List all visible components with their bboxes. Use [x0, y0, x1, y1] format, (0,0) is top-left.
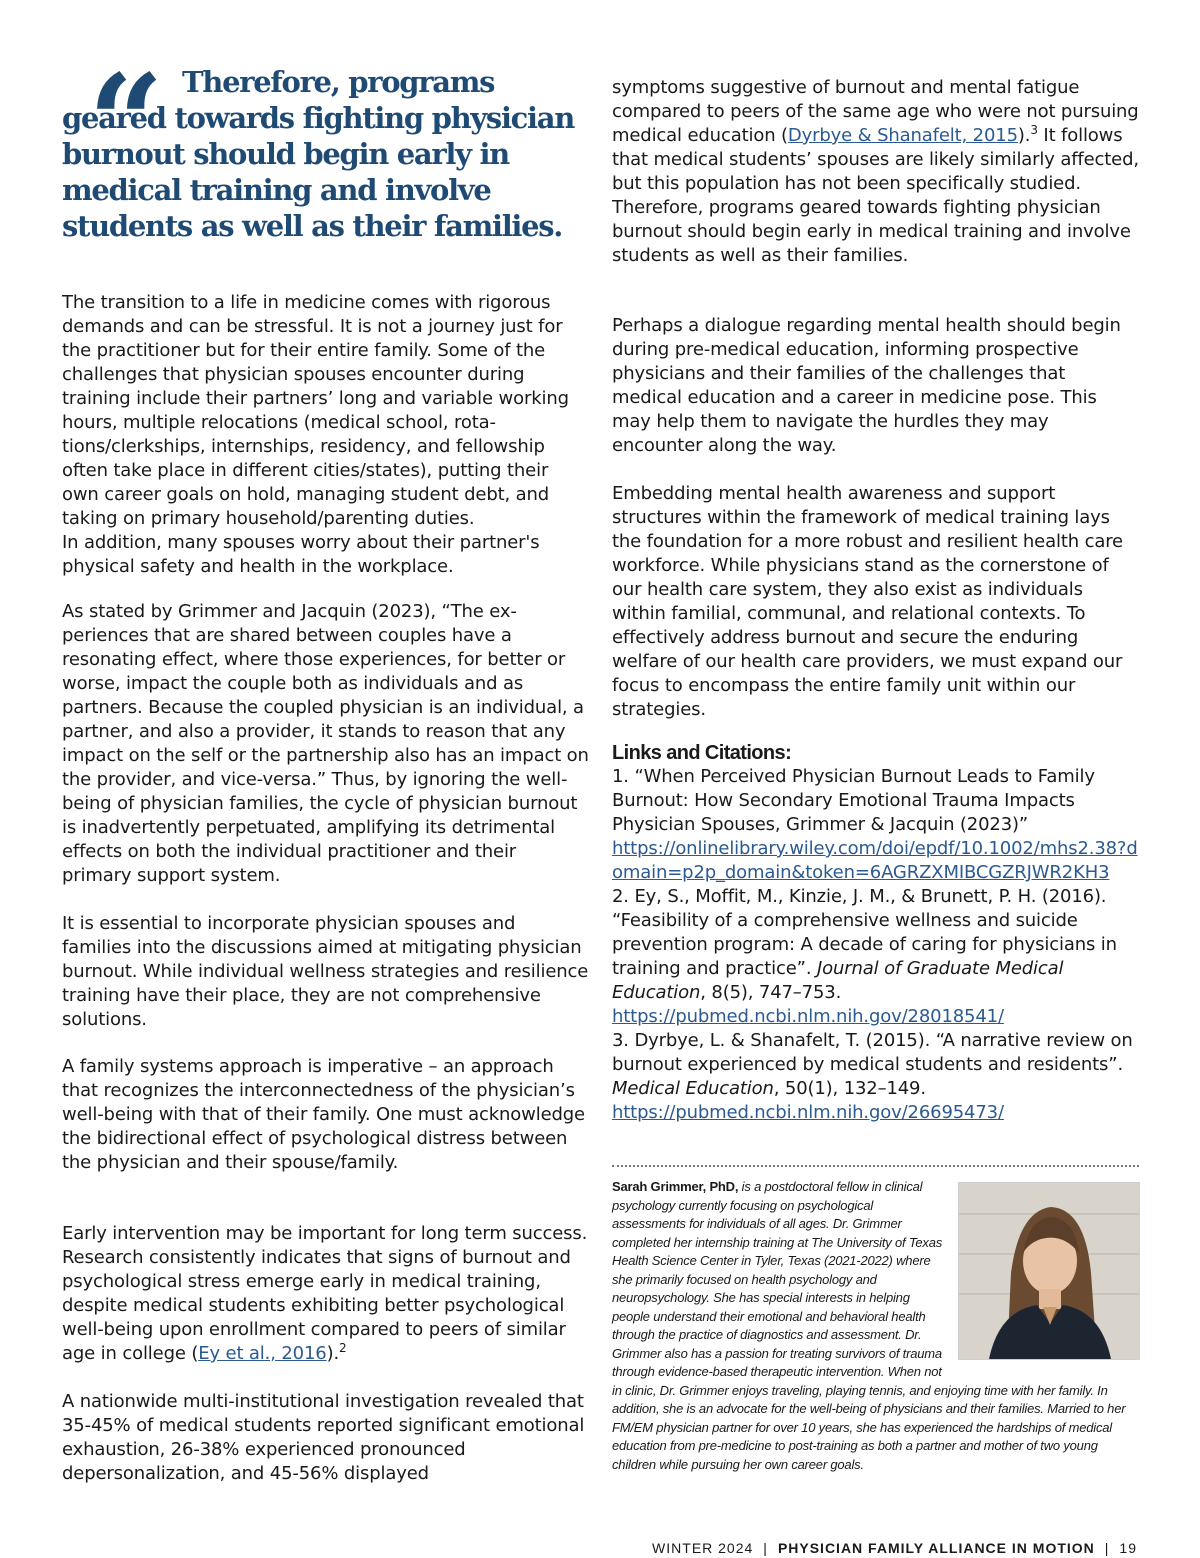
paragraph: Early intervention may be important for long term success. Research consistently indicates that signs of burnout and psychological stress emerge early in medical training, despite medical students exhibiting better psychological well-being upon enrollment compared to peers of similar age in college (Ey et al., 2016).$^2$ — [62, 1223, 588, 1364]
citation-3: 3. Dyrbye, L. & Shanafelt, T. (2015). “A narrative review on burnout experienced by medical students and residents”. Medical Education, 50(1), 132–149. https://pubmed.ncbi.nlm.nih.gov/26695473/ — [612, 1030, 1133, 1123]
links-heading: Links and Citations: — [612, 742, 792, 764]
paragraph: It is essential to incorporate physician spouses and families into the discussions aimed at mitigating physician burnout. While individual wellness strategies and resilience training have their place, they are not comprehensive solutions. — [62, 913, 589, 1030]
links-and-citations — [612, 742, 1139, 1125]
citation-link-dyrbye-2015[interactable]: Dyrbye & Shanafelt, 2015 — [787, 125, 1018, 146]
pull-quote — [62, 46, 592, 244]
quote-mark-icon: “ — [88, 46, 164, 201]
citation-1: 1. “When Perceived Physician Burnout Leads to Family Burnout: How Secondary Emotional Trauma Impacts Physician Spouses, Grimmer & Jacquin (2023)” https://onlinelibrary.wiley.com/doi/epdf/10.1002/mhs2.38?domain=p2p_domain&token=6AGRZXMIBCGZRJWR2KH3 — [612, 766, 1138, 883]
page-footer: WINTER 2024 | PHYSICIAN FAMILY ALLIANCE IN MOTION | 19 — [652, 1540, 1137, 1556]
issue-label: WINTER 2024 — [652, 1540, 754, 1556]
page-number: 19 — [1119, 1540, 1137, 1556]
paragraph: The transition to a life in medicine comes with rigorous demands and can be stressful. It is not a journey just for the practitioner but for their entire family. Some of the challenges that physician spouses encounter during training include their partners’ long and variable working hours, multiple relocations (medical school, rotations/clerkships, internships, residency, and fellowship often take place in different cities/states), putting their own career goals on hold, managing student debt, and taking on primary household/parenting duties. In addition, many spouses worry about their partner's physical safety and health in the workplace. — [62, 292, 569, 577]
pull-quote-text: Therefore, programs geared towards fighting physician burnout should begin early in medical training and involve students as well as their families. — [62, 65, 575, 243]
publication-title: PHYSICIAN FAMILY ALLIANCE IN MOTION — [777, 1540, 1095, 1556]
citation-link-ey-2016[interactable]: Ey et al., 2016 — [198, 1343, 327, 1364]
paragraph: Perhaps a dialogue regarding mental health should begin during pre-medical education, informing prospective physicians and their families of the challenges that medical education and a career in medicine pose. This may help them to navigate the hurdles they may encounter along the way. — [612, 315, 1121, 456]
paragraph: symptoms suggestive of burnout and mental fatigue compared to peers of the same age who were not pursuing medical education (Dyrbye & Shanafelt, 2015).$^3$ It follows that medical students’ spouses are likely similarly affected, but this population has not been specifically studied. Therefore, programs geared towards fighting physician burnout should begin early in medical training and involve students as well as their families. — [612, 77, 1139, 266]
author-name: Sarah Grimmer, PhD, — [612, 1179, 739, 1194]
citation-2: 2. Ey, S., Moffit, M., Kinzie, J. M., & Brunett, P. H. (2016). “Feasibility of a comprehensive wellness and suicide prevention program: A decade of caring for physicians in training and practice”. Journal of Graduate Medical Education, 8(5), 747–753. https://pubmed.ncbi.nlm.nih.gov/28018541/ — [612, 886, 1117, 1027]
citation-2-url[interactable]: https://pubmed.ncbi.nlm.nih.gov/28018541/ — [612, 1006, 1004, 1027]
author-bio: Sarah Grimmer, PhD, is a postdoctoral fellow in clinical psychology currently focusing on psychological assessments for individuals of all ages. Dr. Grimmer completed her internship training at The University of Texas Health Science Center in Tyler, Texas (2021-2022) where she primarily focused on health psychology and neuropsychology. She has special interests in helping people understand their emotional and behavioral health through the practice of diagnostics and assessment. Dr. Grimmer also has a passion for treating survivors of trauma through evidence-based therapeutic intervention. When not in clinic, Dr. Grimmer enjoys traveling, playing tennis, and enjoying time with her family. In addition, she is an advocate for the well-being of physicians and their families. Married to her FM/EM physician partner for over 10 years, she has experienced the hardships of medical education from pre-medicine to post-training as both a partner and mother of two young children while pursuing her own career goals. — [612, 1178, 1140, 1474]
paragraph: A family systems approach is imperative – an approach that recognizes the interconnectedness of the physician’s well-being with that of their family. One must acknowledge the bidirectional effect of psychological distress between the physician and their spouse/family. — [62, 1056, 585, 1173]
divider — [612, 1165, 1139, 1167]
paragraph: Embedding mental health awareness and support structures within the framework of medical training lays the foundation for a more robust and resilient health care workforce. While physicians stand as the cornerstone of our health care system, they also exist as individuals within familial, communal, and relational contexts. To effectively address burnout and secure the enduring welfare of our health care providers, we must expand our focus to encompass the entire family unit within our strategies. — [612, 483, 1123, 720]
citation-3-url[interactable]: https://pubmed.ncbi.nlm.nih.gov/26695473/ — [612, 1102, 1004, 1123]
author-portrait-icon — [959, 1183, 1139, 1359]
paragraph: A nationwide multi-institutional investigation revealed that 35-45% of medical students reported significant emotional exhaustion, 26-38% experienced pronounced depersonalization, and 45-56% displayed — [62, 1391, 585, 1484]
paragraph: As stated by Grimmer and Jacquin (2023), “The experiences that are shared between couples have a resonating effect, where those experiences, for better or worse, impact the couple both as individuals and as partners. Because the coupled physician is an individual, a partner, and also a provider, it stands to reason that any impact on the self or the partnership also has an impact on the provider, and vice-versa.” Thus, by ignoring the well-being of physician families, the cycle of physician burnout is inadvertently perpetuated, amplifying its detrimental effects on both the individual practitioner and their primary support system. — [62, 601, 589, 886]
citation-1-url[interactable]: https://onlinelibrary.wiley.com/doi/epdf/10.1002/mhs2.38?domain=p2p_domain&token=6AGRZXMIBCGZRJWR2KH3 — [612, 838, 1138, 883]
author-photo — [958, 1182, 1140, 1360]
